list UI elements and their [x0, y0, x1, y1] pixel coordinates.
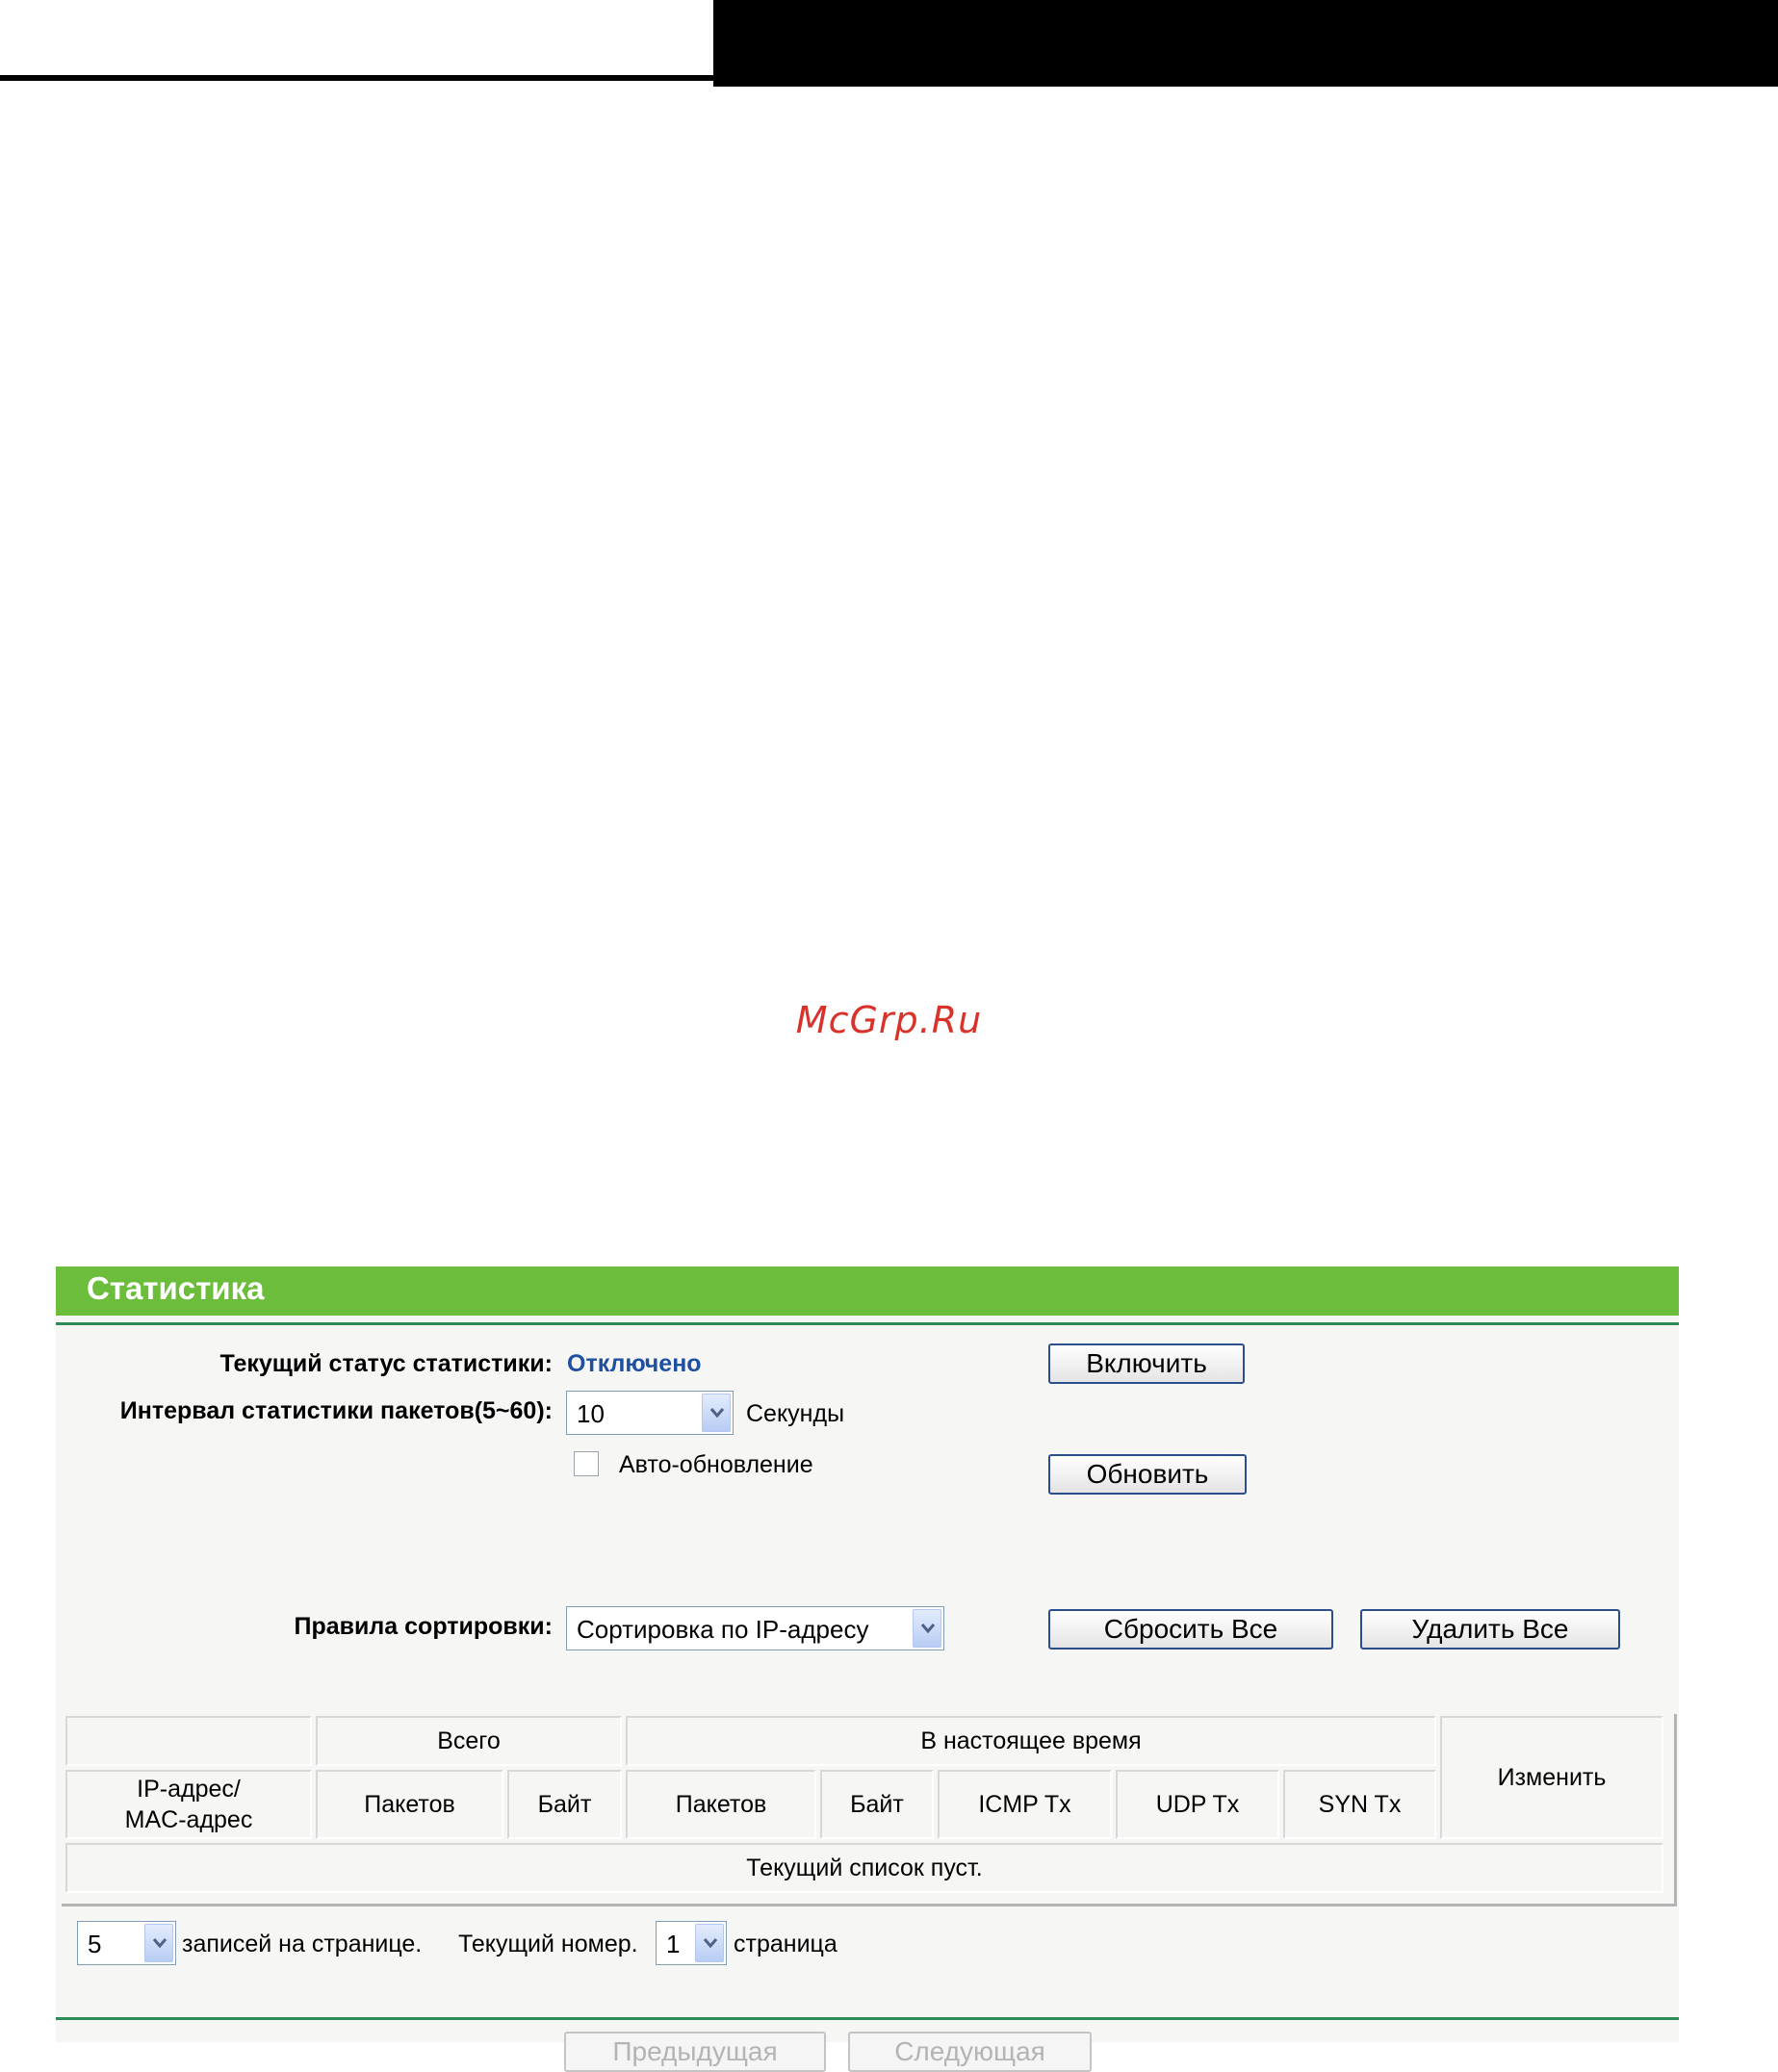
per-page-label: записей на странице.: [182, 1931, 423, 1957]
status-label: Текущий статус статистики:: [219, 1350, 553, 1377]
auto-refresh-checkbox[interactable]: [574, 1451, 599, 1476]
table-header-icmp: ICMP Tx: [938, 1770, 1112, 1839]
sort-select[interactable]: [566, 1606, 944, 1650]
status-value: Отключено: [567, 1350, 702, 1377]
bottom-divider: [56, 2017, 1679, 2020]
panel-title-bar: [56, 1266, 1679, 1316]
panel-content: [56, 1316, 1679, 2066]
current-page-select-value: 1: [666, 1930, 681, 1958]
statistics-table: [62, 1714, 1677, 1906]
header-bar-left: [0, 0, 713, 81]
chevron-down-icon[interactable]: [913, 1609, 941, 1648]
header-bar-right: [713, 0, 1778, 87]
reset-all-button[interactable]: Сбросить Все: [1048, 1609, 1333, 1650]
table-header-blank: [65, 1716, 312, 1766]
interval-select[interactable]: [566, 1391, 734, 1435]
table-header-syn: SYN Tx: [1283, 1770, 1436, 1839]
table-header-total-packets: Пакетов: [316, 1770, 503, 1839]
table-header-address-line1: IP-адрес/: [137, 1776, 241, 1803]
table-group-total: Всего: [316, 1716, 622, 1766]
table-header-total-bytes: Байт: [507, 1770, 622, 1839]
statistics-panel: [56, 1266, 1679, 2066]
interval-label: Интервал статистики пакетов(5~60):: [119, 1397, 553, 1424]
table-header-current-packets: Пакетов: [626, 1770, 816, 1839]
prev-page-button[interactable]: Предыдущая: [564, 2032, 826, 2072]
panel-title: Статистика: [87, 1270, 265, 1306]
next-page-button[interactable]: Следующая: [848, 2032, 1092, 2072]
refresh-button[interactable]: Обновить: [1048, 1454, 1247, 1495]
delete-all-button[interactable]: Удалить Все: [1360, 1609, 1620, 1650]
chevron-down-icon[interactable]: [702, 1394, 731, 1432]
top-divider: [56, 1322, 1679, 1325]
current-page-label: Текущий номер.: [458, 1931, 638, 1957]
table-header-modify: Изменить: [1440, 1716, 1663, 1839]
sort-label: Правила сортировки:: [294, 1613, 553, 1640]
page-label: страница: [734, 1931, 837, 1957]
enable-button[interactable]: Включить: [1048, 1343, 1245, 1384]
sort-select-value: Сортировка по IP-адресу: [577, 1615, 869, 1644]
chevron-down-icon[interactable]: [144, 1924, 173, 1962]
table-group-current: В настоящее время: [626, 1716, 1436, 1766]
table-header-address-line2: MAC-адрес: [124, 1806, 253, 1833]
per-page-select[interactable]: [77, 1921, 176, 1965]
watermark-text: McGrp.Ru: [795, 999, 983, 1041]
table-empty-message: Текущий список пуст.: [65, 1843, 1663, 1893]
auto-refresh-label: Авто-обновление: [619, 1451, 813, 1478]
interval-unit: Секунды: [746, 1400, 845, 1427]
interval-select-value: 10: [577, 1399, 605, 1428]
table-header-address: [65, 1770, 312, 1839]
table-header-udp: UDP Tx: [1116, 1770, 1279, 1839]
per-page-select-value: 5: [88, 1930, 102, 1958]
current-page-select[interactable]: [656, 1921, 727, 1965]
table-header-current-bytes: Байт: [820, 1770, 934, 1839]
chevron-down-icon[interactable]: [695, 1924, 724, 1962]
